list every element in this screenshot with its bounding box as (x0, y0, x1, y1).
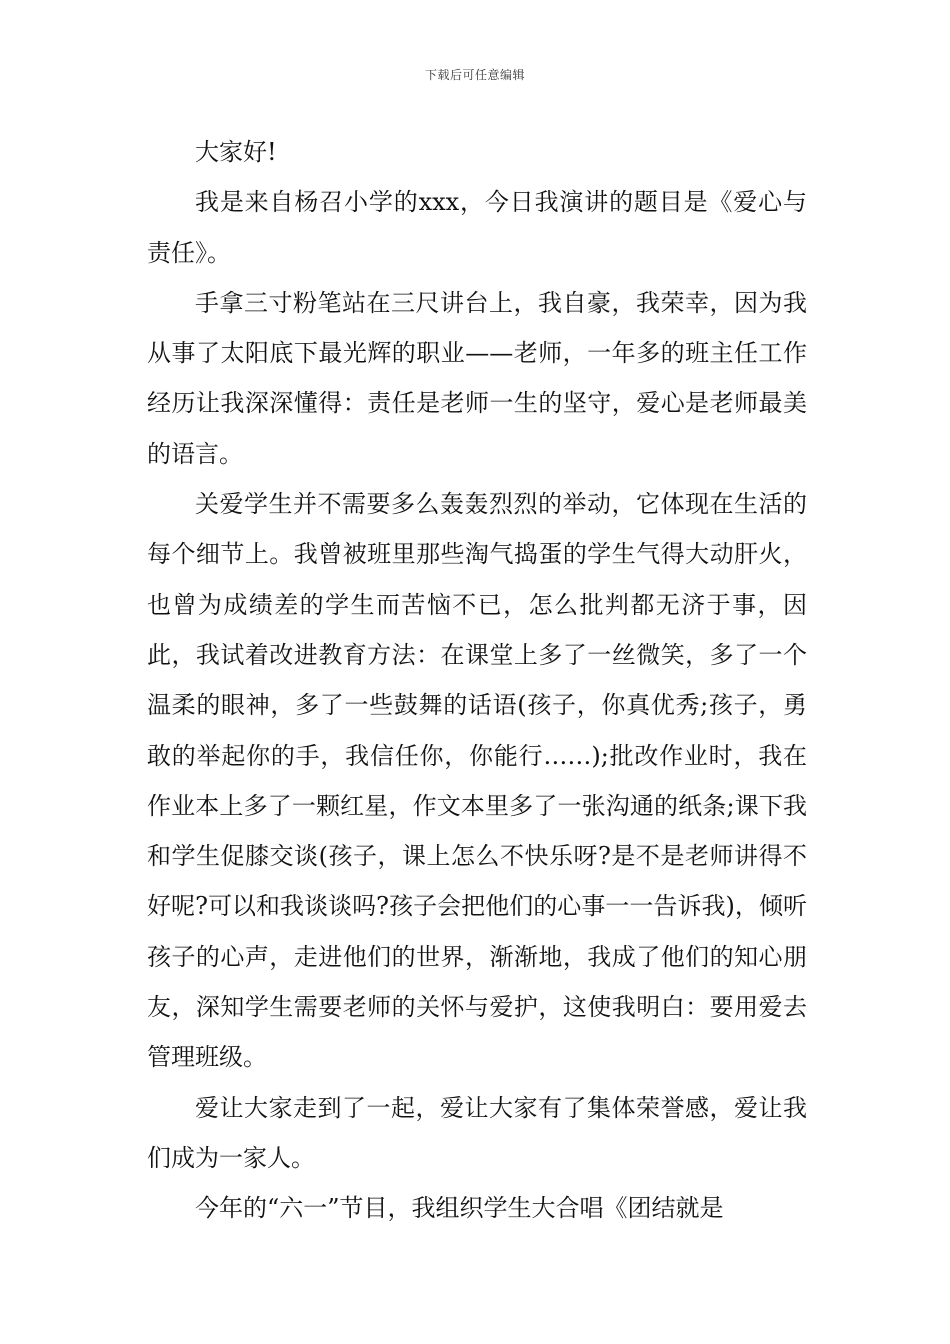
paragraph-care: 关爱学生并不需要多么轰轰烈烈的举动，它体现在生活的每个细节上。我曾被班里那些淘气捣蛋的学生气得大动肝火，也曾为成绩差的学生而苦恼不已，怎么批判都无济于事，因此，我试着改进教育方法：在课堂上多了一丝微笑，多了一个温柔的眼神，多了一些鼓舞的话语(孩子，你真优秀;孩子，勇敢的举起你的手，我信任你，你能行……);批改作业时，我在作业本上多了一颗红星，作文本里多了一张沟通的纸条;课下我和学生促膝交谈(孩子，课上怎么不快乐呀?是不是老师讲得不好呢?可以和我谈谈吗?孩子会把他们的心事一一告诉我)，倾听孩子的心声，走进他们的世界，渐渐地，我成了他们的知心朋友，深知学生需要老师的关怀与爱护，这使我明白：要用爱去管理班级。 (147, 490, 807, 1072)
paragraph-festival: 今年的“六一”节目，我组织学生大合唱《团结就是 (195, 1194, 724, 1223)
paragraph-profession: 手拿三寸粉笔站在三尺讲台上，我自豪，我荣幸，因为我从事了太阳底下最光辉的职业——老师，一年多的班主任工作经历让我深深懂得：责任是老师一生的坚守，爱心是老师最美的语言。 (147, 288, 807, 468)
document-body (147, 127, 807, 1234)
paragraph-greeting: 大家好! (195, 138, 277, 166)
header-note: 下载后可任意编辑 (424, 68, 525, 82)
paragraph-family: 爱让大家走到了一起，爱让大家有了集体荣誉感，爱让我们成为一家人。 (147, 1093, 807, 1172)
paragraph-intro: 我是来自杨召小学的xxx，今日我演讲的题目是《爱心与责任》。 (147, 188, 807, 267)
